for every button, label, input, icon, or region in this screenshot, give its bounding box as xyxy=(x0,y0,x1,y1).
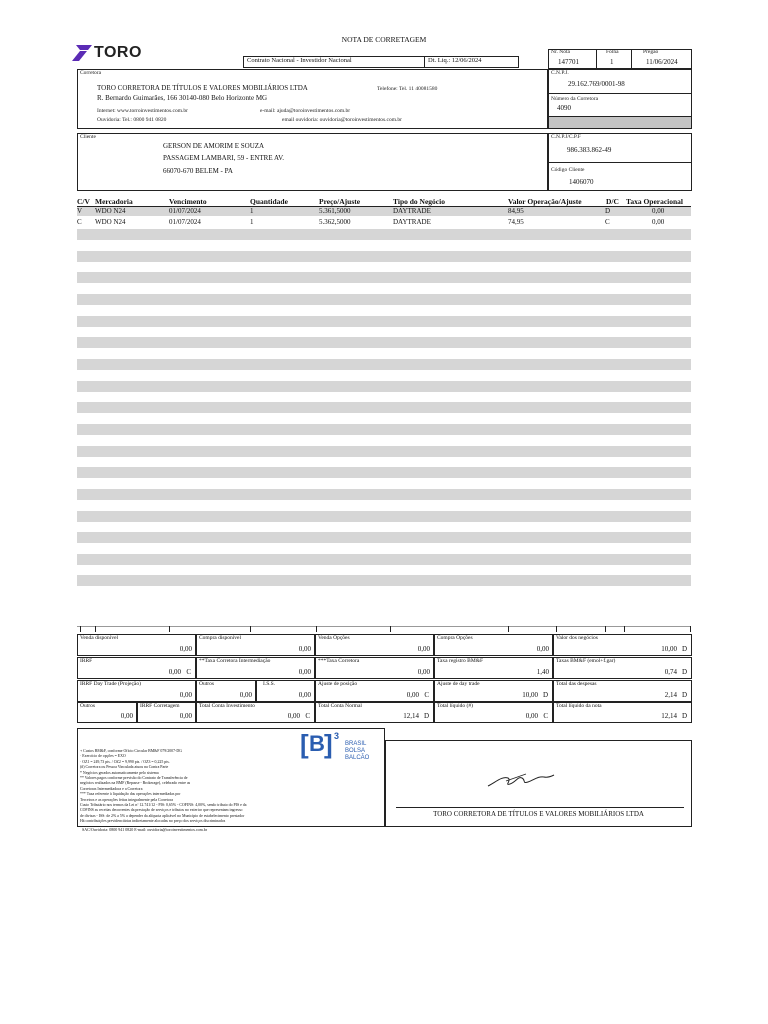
summary-label: Ajuste de posição xyxy=(318,681,358,687)
client-section xyxy=(77,133,548,191)
summary-label: Total Conta Normal xyxy=(318,703,362,709)
summary-value: 0,00 xyxy=(239,691,252,699)
summary-label: Total líquido (#) xyxy=(437,703,473,709)
total-liquido-nota-cell xyxy=(553,702,692,723)
taxas-bmf-cell xyxy=(553,657,692,679)
summary-value: 0,00 xyxy=(298,691,311,699)
table-cell: V xyxy=(77,207,83,215)
summary-value: 0,00 xyxy=(298,668,311,676)
sheet-label: Folha xyxy=(606,49,619,55)
summary-label: IRRF xyxy=(80,658,93,664)
table-cell: 84,95 xyxy=(508,207,524,215)
summary-label: Compra Opções xyxy=(437,635,473,641)
note-line: * Negócios gerados automaticamente pelo sistema xyxy=(80,770,159,775)
total-conta-normal-cell xyxy=(315,702,434,723)
contract-type: Contrato Nacional - Investidor Nacional xyxy=(247,57,352,64)
note-number-label: Nr. Nota xyxy=(551,49,570,55)
toro-logo xyxy=(72,44,162,64)
trade-date: 11/06/2024 xyxy=(646,58,678,66)
client-address-1: PASSAGEM LAMBARI, 59 - ENTRE AV. xyxy=(163,154,285,162)
note-line: Há contribuições previdenciárias indiretamente alocadas no preço dos serviços discriminados xyxy=(80,819,226,824)
summary-value: 12,14 xyxy=(403,712,419,720)
cnpj-value: 29.162.769/0001-98 xyxy=(568,80,625,88)
summary-dc: C xyxy=(305,712,310,720)
ajuste-daytrade-cell xyxy=(434,680,553,702)
col-tipo: Tipo do Negócio xyxy=(393,197,445,206)
ajuste-posicao-cell xyxy=(315,680,434,702)
summary-label: ***Taxa Corretora xyxy=(318,658,360,664)
b3-logo-line1: BRASIL xyxy=(345,741,367,747)
table-cell: WDO N24 xyxy=(95,207,126,215)
summary-value: 0,00 xyxy=(298,645,311,653)
table-cell: 0,00 xyxy=(652,207,665,215)
broker-email: e-mail: ajuda@toroinvestimentos.com.br xyxy=(260,108,351,114)
col-preco: Preço/Ajuste xyxy=(319,197,361,206)
col-valor: Valor Operação/Ajuste xyxy=(508,197,582,206)
notes-list xyxy=(80,749,300,825)
note-line: · Exercício de opções = EXO xyxy=(80,754,126,759)
venda-disponivel-cell xyxy=(77,634,196,656)
summary-value: 0,00 xyxy=(536,645,549,653)
client-address-2: 66070-670 BELEM - PA xyxy=(163,167,233,175)
table-cell: 5.361,5000 xyxy=(319,207,351,215)
note-line: Corretoras Intermediadora e a Corretora xyxy=(80,786,143,791)
table-row-stripe xyxy=(77,424,691,435)
summary-label: Taxas BM&F (emol+f.gar) xyxy=(556,658,616,664)
summary-label: Outros xyxy=(199,681,214,687)
summary-label: Ajuste de day trade xyxy=(437,681,480,687)
note-line: COFINS as receitas decorrentes da prestação de serviços e tributos no exterior que representam ingresso xyxy=(80,808,243,813)
broker-internet: Internet: www.torroinvestimentos.com.br xyxy=(97,108,188,114)
summary-dc: C xyxy=(424,691,429,699)
table-row-stripe xyxy=(77,402,691,413)
table-cell: C xyxy=(77,218,82,226)
toro-logo-text: TORO xyxy=(94,44,142,61)
summary-label: Total das despesas xyxy=(556,681,597,687)
summary-value: 0,00 xyxy=(417,668,430,676)
col-taxa: Taxa Operacional xyxy=(626,197,684,206)
table-cell: D xyxy=(605,207,611,215)
summary-value: 0,00 xyxy=(168,668,181,676)
cpf-value: 986.383.862-49 xyxy=(567,146,612,154)
settlement-date: Dt. Liq.: 12/06/2024 xyxy=(428,57,482,64)
summary-value: 0,00 xyxy=(406,691,419,699)
summary-label: Total Conta Investimento xyxy=(199,703,255,709)
taxa-corretora-cell xyxy=(315,657,434,679)
table-cell: 5.362,5000 xyxy=(319,218,351,226)
summary-value: 10,00 xyxy=(661,645,677,653)
note-line: · OZ1 = 249,73 pts. / OZ2 = 9,990 pts. / OZ3 = 0,225 pts. xyxy=(80,759,170,764)
total-liquido-cell xyxy=(434,702,553,723)
broker-phone: Telefone: Tel. 11 40081580 xyxy=(377,86,438,92)
summary-value: 0,74 xyxy=(664,668,677,676)
summary-label: IRRF Corretagem xyxy=(140,703,180,709)
signature-image xyxy=(486,770,556,790)
summary-dc: D xyxy=(681,712,687,720)
outros-cell xyxy=(196,680,256,702)
summary-dc: D xyxy=(423,712,429,720)
irrf-daytrade-cell xyxy=(77,680,196,702)
summary-label: **Taxa Corretora Intermediação xyxy=(199,658,271,664)
table-row-stripe xyxy=(77,532,691,543)
summary-label: Compra disponível xyxy=(199,635,242,641)
summary-dc: C xyxy=(186,668,191,676)
note-line: Terceiros e as operações feitas integralmente pela Corretora xyxy=(80,797,173,802)
table-row-stripe xyxy=(77,554,691,565)
broker-address: R. Bernardo Guimarães, 166 30140-080 Belo Horizonte MG xyxy=(97,94,268,102)
total-despesas-cell xyxy=(553,680,692,702)
summary-dc: C xyxy=(543,712,548,720)
summary-label: Venda disponível xyxy=(80,635,119,641)
table-cell: 1 xyxy=(250,207,254,215)
note-line: (#) Corretora ou Pessoa Vinculada atuou na Contra Parte xyxy=(80,765,169,770)
summary-value: 2,14 xyxy=(664,691,677,699)
note-line: negócios realizados na BMF (Repasse - Brokerage), celebrado entre as xyxy=(80,781,191,786)
b3-logo-line3: BALCÃO xyxy=(345,755,370,761)
client-name: GERSON DE AMORIM E SOUZA xyxy=(163,142,265,150)
col-mercadoria: Mercadoria xyxy=(95,197,133,206)
summary-value: 0,00 xyxy=(179,712,192,720)
broker-ombudsman-email: email ouvidoria: ouvidoria@toroinvestimentos.com.br xyxy=(282,117,402,123)
venda-opcoes-cell xyxy=(315,634,434,656)
b3-logo-line2: BOLSA xyxy=(345,748,366,754)
table-cell: 0,00 xyxy=(652,218,665,226)
summary-label: Taxa registro BM&F xyxy=(437,658,484,664)
table-row-stripe xyxy=(77,272,691,283)
broker-label: Corretora xyxy=(80,70,102,76)
col-quantidade: Quantidade xyxy=(250,197,288,206)
iss-cell xyxy=(256,680,315,702)
summary-value: 10,00 xyxy=(522,691,538,699)
taxa-registro-cell xyxy=(434,657,553,679)
summary-label: IRRF Day Trade (Projeção) xyxy=(80,681,141,687)
table-row-stripe xyxy=(77,294,691,305)
b3-logo: [ B ] 3 BRASIL BOLSA BALCÃO xyxy=(300,729,370,761)
b3-logo-letter: B xyxy=(309,731,325,756)
compra-disponivel-cell xyxy=(196,634,315,656)
table-row-stripe xyxy=(77,489,691,500)
summary-label: Venda Opções xyxy=(318,635,350,641)
broker-ombudsman: Ouvidoria: Tel.: 0800 941 0820 xyxy=(97,117,167,123)
col-dc: D/C xyxy=(606,197,619,206)
summary-value: 1,40 xyxy=(536,668,549,676)
note-line: de divisas - ISS: de 2% a 5% a depender da alíquota aplicável no Município de estabelecimento prestador xyxy=(80,813,245,818)
summary-label: Valor dos negócios xyxy=(556,635,598,641)
note-line: *** Taxa referente à liquidação das operações intermediadas por xyxy=(80,792,181,797)
summary-value: 0,00 xyxy=(120,712,133,720)
summary-dc: D xyxy=(681,645,687,653)
cnpj-label: C.N.P.J. xyxy=(551,70,569,76)
summary-value: 0,00 xyxy=(417,645,430,653)
irrf-cell xyxy=(77,657,196,679)
sheet-number: 1 xyxy=(610,58,614,66)
table-row-stripe xyxy=(77,467,691,478)
cpf-label: C.N.P.J/C.P.F xyxy=(551,134,581,140)
outros-2-cell xyxy=(77,702,137,723)
summary-value: 0,00 xyxy=(179,645,192,653)
table-cell: 1 xyxy=(250,218,254,226)
trade-date-label: Pregão xyxy=(643,49,659,55)
summary-value: 0,00 xyxy=(179,691,192,699)
broker-name: TORO CORRETORA DE TÍTULOS E VALORES MOBILIÁRIOS LTDA xyxy=(97,84,308,92)
client-label: Cliente xyxy=(80,134,96,140)
taxa-intermediacao-cell xyxy=(196,657,315,679)
irrf-corretagem-cell xyxy=(137,702,196,723)
col-cv: C/V xyxy=(77,197,90,206)
table-cell: 01/07/2024 xyxy=(169,218,201,226)
summary-dc: D xyxy=(681,691,687,699)
table-row-stripe xyxy=(77,381,691,392)
table-row-stripe xyxy=(77,359,691,370)
note-number: 147701 xyxy=(558,58,579,66)
summary-value: 12,14 xyxy=(661,712,677,720)
table-row-stripe xyxy=(77,316,691,327)
table-row-stripe xyxy=(77,229,691,240)
table-cell: 01/07/2024 xyxy=(169,207,201,215)
toro-logo-icon xyxy=(72,45,92,61)
client-code: 1406070 xyxy=(569,178,594,186)
table-row-stripe xyxy=(77,511,691,522)
summary-value: 0,00 xyxy=(287,712,300,720)
compra-opcoes-cell xyxy=(434,634,553,656)
table-cell: 74,95 xyxy=(508,218,524,226)
client-code-label: Código Cliente xyxy=(551,167,585,173)
note-line: ** Valores pagos conforme previsão do Contrato de Transferência de xyxy=(80,776,188,781)
document-title: NOTA DE CORRETAGEM xyxy=(341,35,427,44)
summary-dc: D xyxy=(681,668,687,676)
b3-logo-superscript: 3 xyxy=(334,731,340,741)
signature-company: TORO CORRETORA DE TÍTULOS E VALORES MOBILIÁRIOS LTDA xyxy=(433,810,644,818)
note-line: Custo Tributário nos termos da Lei nº 12.741/12 - PIS: 0,65% - COFINS: 4,00%, sendo tributo do PIS e da xyxy=(80,803,247,808)
summary-label: I.S.S. xyxy=(263,681,276,687)
table-cell: DAYTRADE xyxy=(393,218,431,226)
summary-value: 0,00 xyxy=(525,712,538,720)
footer-contact: SAC/Ouvidoria: 0800 941 0820 E-mail: ouvidoria@toroinvestimentos.com.br xyxy=(82,827,208,832)
summary-dc: D xyxy=(542,691,548,699)
broker-number-label: Número da Corretora xyxy=(551,96,599,102)
summary-label: Total líquido da nota xyxy=(556,703,602,709)
summary-label: Outros xyxy=(80,703,95,709)
table-row-stripe xyxy=(77,337,691,348)
note-line: + Custos BM&F, conforme Ofício Circular BM&F 079/2007-DG xyxy=(80,749,182,753)
valor-negocios-cell xyxy=(553,634,692,656)
col-vencimento: Vencimento xyxy=(169,197,207,206)
table-row-stripe xyxy=(77,251,691,262)
broker-number: 4090 xyxy=(557,104,571,112)
table-cell: DAYTRADE xyxy=(393,207,431,215)
table-cell: WDO N24 xyxy=(95,218,126,226)
table-row-stripe xyxy=(77,446,691,457)
total-conta-investimento-cell xyxy=(196,702,315,723)
table-row-stripe xyxy=(77,575,691,586)
table-cell: C xyxy=(605,218,610,226)
